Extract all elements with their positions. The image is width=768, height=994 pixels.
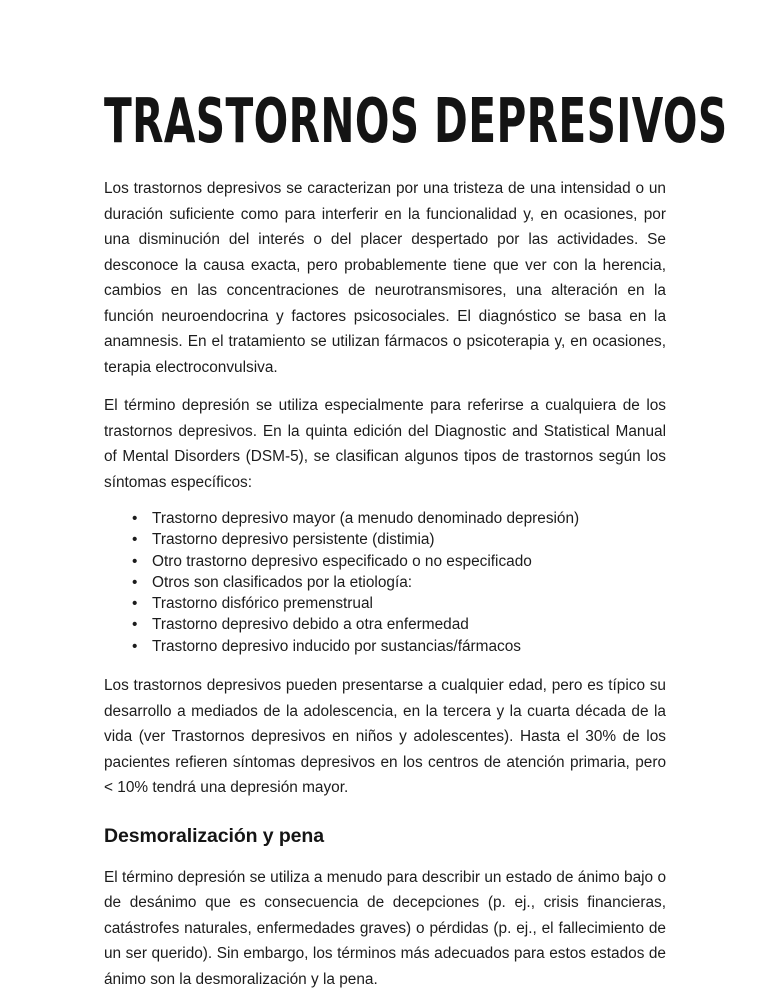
bullet-icon: • (132, 552, 138, 570)
depressive-disorders-list (104, 508, 666, 657)
bullet-icon: • (132, 616, 138, 634)
paragraph-intro: Los trastornos depresivos se caracterizan por una tristeza de una intensidad o un duración suficiente como para interferir en la funcionalidad y, en ocasiones, por una disminución del interés o del placer despertado por las actividades. Se desconoce la causa exacta, pero probablemente tiene que ver con la herencia, cambios en las concentraciones de neurotransmisores, una alteración en la función neuroendocrina y factores psicosociales. El diagnóstico se basa en la anamnesis. En el tratamiento se utilizan fármacos o psicoterapia y, en ocasiones, terapia electroconvulsiva. (104, 180, 666, 376)
paragraph-desmoralizacion: El término depresión se utiliza a menudo para describir un estado de ánimo bajo o de desánimo que es consecuencia de decepciones (p. ej., crisis financieras, catástrofes naturales, enfermedades graves) o pérdidas (p. ej., el fallecimiento de un ser querido). Sin embargo, los términos más adecuados para estos estados de ánimo son la desmoralización y la pena. (104, 868, 666, 988)
list-item (104, 529, 666, 550)
list-item (104, 508, 666, 529)
list-item-label: Otro trastorno depresivo especificado o no especificado (152, 552, 532, 570)
list-item-label: Otros son clasificados por la etiología: (152, 573, 413, 591)
paragraph-epidemiology: Los trastornos depresivos pueden presentarse a cualquier edad, pero es típico su desarrollo a mediados de la adolescencia, en la tercera y la cuarta década de la vida (ver Trastornos depresivos en niños y adolescentes). Hasta el 30% de los pacientes refieren síntomas depresivos en los centros de atención primaria, pero < 10% tendrá una depresión mayor. (104, 677, 666, 797)
bullet-icon: • (132, 510, 138, 527)
list-item-label: Trastorno disfórico premenstrual (152, 595, 373, 613)
section-heading-desmoralizacion: Desmoralización y pena (104, 824, 324, 847)
list-item-label: Trastorno depresivo persistente (distimia) (152, 531, 435, 549)
list-item-label: Trastorno depresivo mayor (a menudo denominado depresión) (152, 510, 580, 527)
list-item (104, 636, 666, 657)
list-item (104, 551, 666, 572)
paragraph-dsm-classification: El término depresión se utiliza especialmente para referirse a cualquiera de los trastornos depresivos. En la quinta edición del Diagnostic and Statistical Manual of Mental Disorders (DSM-5), se clasifican algunos tipos de trastornos según los síntomas específicos: (104, 397, 666, 491)
bullet-icon: • (132, 573, 138, 591)
bullet-icon: • (132, 531, 138, 549)
bullet-icon: • (132, 595, 138, 613)
list-item (104, 614, 666, 635)
bullet-icon: • (132, 637, 138, 655)
page-title: TRASTORNOS DEPRESIVOS (104, 84, 728, 157)
list-item-label: Trastorno depresivo debido a otra enfermedad (152, 616, 469, 634)
list-item (104, 593, 666, 614)
document-content (104, 84, 728, 992)
list-item (104, 572, 666, 593)
list-item-label: Trastorno depresivo inducido por sustancias/fármacos (152, 637, 521, 655)
